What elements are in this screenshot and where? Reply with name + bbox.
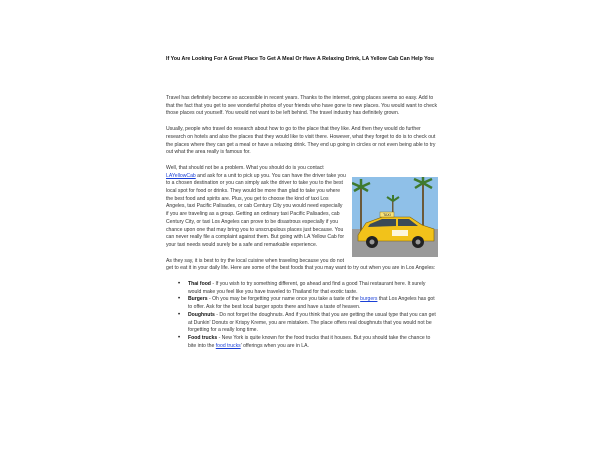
paragraph-research: Usually, people who travel do research about how to go to the place that they like. And then they would do further research on hotels and also the places that they would like to visit there. However, what they forget to do is to check out the places where they can get a meal or have a relaxing drink. They end up going in circles or not even being able to try out what the area really is famous for. [166,126,436,156]
item-text: - New York is quite known for the food trucks that it houses. But you should take the chance to bite into the [188,334,431,349]
list-item-thai-food [188,281,438,296]
item-name: Burgers [188,296,208,303]
list-item-doughnuts [188,312,438,335]
item-text: - Oh you may be forgetting your name once you take a taste of the [207,296,361,303]
paragraph-contact [166,165,438,250]
paragraph-intro: Travel has definitely become so accessible in recent years. Thanks to the internet, going places seems so easy. Add to that the fact that you get to see wonderful photos of your friends who have gone to new places. You would want to check those places out yourself. You would not want to be left behind. The travel industry has definitely grown. [166,95,437,117]
contact-text-before: Well, that should not be a problem. What you should do is you contact [166,164,324,171]
food-list [166,281,438,350]
item-name: Doughnuts [188,311,215,318]
list-item-food-trucks [188,335,438,350]
item-text: - Do not forget the doughnuts. And if you think that you are getting the usual type that you can get at Dunkin' Donuts or Krispy Kreme, you are mistaken. The place offers real doughnuts that you would not be forgetting for a really long time. [188,311,436,334]
list-item-burgers [188,296,438,311]
item-text-after: that Los Angeles has got to offer. Ask for the best local burger spots there and have a taste of heaven. [188,296,435,311]
burgers-link[interactable]: burgers [360,296,378,303]
item-name: Food trucks [188,334,218,341]
article [166,56,438,350]
layellowcab-link[interactable]: LAYellowCab [166,172,196,179]
cab-roof-sign: TAXI [383,212,391,217]
food-trucks-link[interactable]: food trucks [215,342,241,349]
yellow-cab-photo [352,177,438,257]
item-text-after: ' offerings when you are in LA. [240,342,309,349]
item-name: Thai food [188,281,211,288]
article-title: If You Are Looking For A Great Place To Get A Meal Or Have A Relaxing Drink, LA Yellow Cab Can Help You [166,56,434,62]
item-text: - If you wish to try something different, go ahead and find a good Thai restaurant here. It surely would make you feel like you have traveled to Thailand for that exotic taste. [188,281,426,295]
contact-text-after: and ask for a unit to pick up you. You can have the driver take you to a chosen destination or you can simply ask the driver to take you to the best local spot for food or drinks. They would be more than glad to take you where the best food and spirits are. Plus, you get to choose the kind of taxi Los Angeles, taxi Pacific Palisades, or cab Century City you would need especially if you are traveling as a group. Getting an ordinary taxi Pacific Palisades, cab Century City, or taxi Los Angeles can prove to be disastrous especially if you chance upon one that may bring you to unscrupulous places just because. You can never really file a complaint against them. But going with LA Yellow Cab for your taxi needs would surely be a safe and remarkable experience. [166,172,346,248]
paragraph-local-cuisine: As they say, it is best to try the local cuisine when traveling because you do not get to eat it in your daily life. Here are some of the best foods that you may want to try out when you are in Los Angeles: [166,257,436,272]
